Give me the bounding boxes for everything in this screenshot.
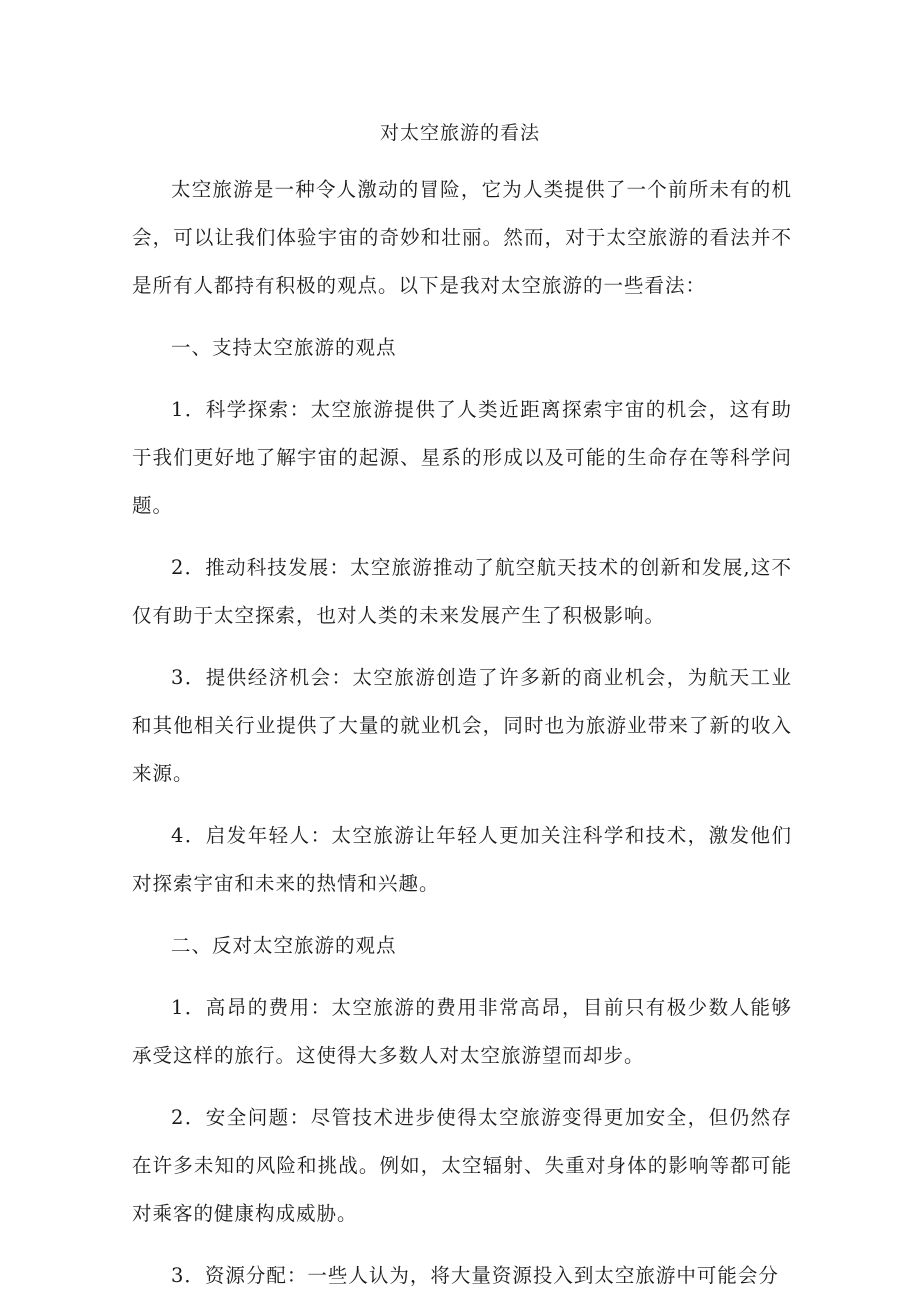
oppose-point-1: 1．高昂的费用：太空旅游的费用非常高昂，目前只有极少数人能够承受这样的旅行。这使得大多数人对太空旅游望而却步。	[132, 996, 792, 1067]
section-heading-oppose: 二、反对太空旅游的观点	[171, 934, 397, 957]
oppose-point-2: 2．安全问题：尽管技术进步使得太空旅游变得更加安全，但仍然存在许多未知的风险和挑战。例如，太空辐射、失重对身体的影响等都可能对乘客的健康构成威胁。	[132, 1106, 792, 1225]
section-heading-support: 一、支持太空旅游的观点	[171, 336, 397, 359]
support-point-2: 2．推动科技发展：太空旅游推动了航空航天技术的创新和发展,这不仅有助于太空探索，也对人类的未来发展产生了积极影响。	[132, 556, 792, 627]
support-point-4: 4．启发年轻人：太空旅游让年轻人更加关注科学和技术，激发他们对探索宇宙和未来的热情和兴趣。	[132, 824, 792, 895]
support-point-3: 3．提供经济机会：太空旅游创造了许多新的商业机会，为航天工业和其他相关行业提供了大量的就业机会，同时也为旅游业带来了新的收入来源。	[132, 666, 792, 785]
intro-paragraph: 太空旅游是一种令人激动的冒险，它为人类提供了一个前所未有的机会，可以让我们体验宇宙的奇妙和壮丽。然而，对于太空旅游的看法并不是所有人都持有积极的观点。以下是我对太空旅游的一些看法：	[132, 178, 792, 297]
support-point-1: 1．科学探索：太空旅游提供了人类近距离探索宇宙的机会，这有助于我们更好地了解宇宙的起源、星系的形成以及可能的生命存在等科学问题。	[132, 398, 792, 517]
oppose-point-3: 3．资源分配：一些人认为，将大量资源投入到太空旅游中可能会分	[171, 1264, 779, 1287]
document-body	[132, 166, 792, 1314]
document-title: 对太空旅游的看法	[379, 122, 540, 144]
